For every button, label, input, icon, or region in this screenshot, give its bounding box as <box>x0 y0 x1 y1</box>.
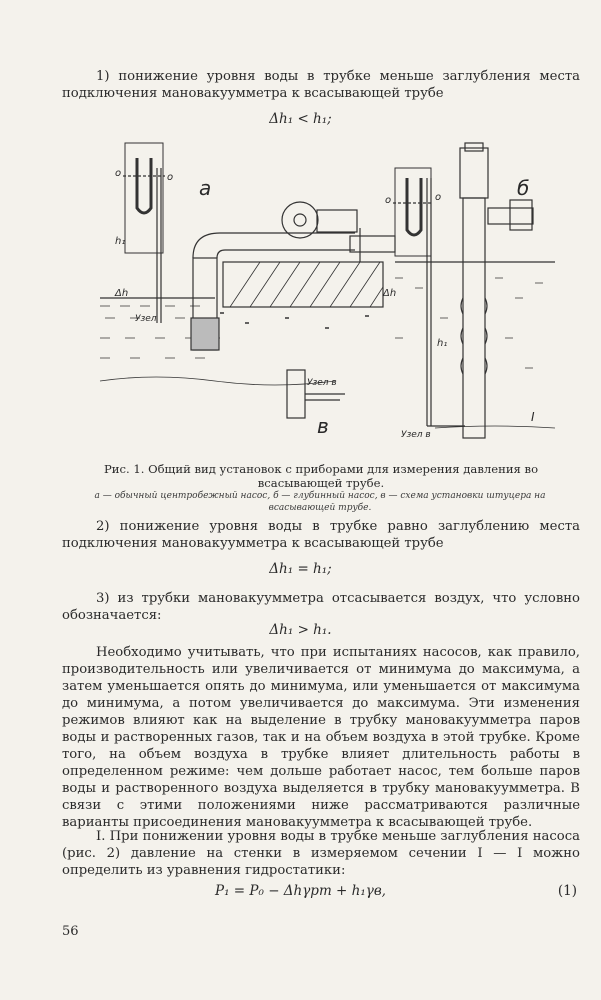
figure-label-I: I <box>531 410 535 424</box>
figure-label-dh2: Δh <box>383 288 397 299</box>
figure-label-o1: о <box>115 168 122 179</box>
figure-label-o2: о <box>167 172 174 183</box>
figure-1 <box>95 138 555 448</box>
figure-caption: Рис. 1. Общий вид установок с приборами для измерения давления во всасывающей трубе. <box>103 462 539 490</box>
figure-label-a: а <box>199 176 212 200</box>
figure-label-b: б <box>517 176 530 200</box>
equation-number: (1) <box>557 883 577 899</box>
formula-1: Δh₁ < h₁; <box>269 111 332 127</box>
formula-3: Δh₁ > h₁. <box>269 622 332 638</box>
figure-label-uzel2: Узел в <box>307 378 337 388</box>
paragraph-3: 3) из трубки мановакуумметра отсасывается воздух, что условно обозначается: <box>62 591 580 623</box>
figure-label-o4: о <box>435 192 442 203</box>
figure-label-uzel3: Узел в <box>401 430 431 440</box>
paragraph-5: I. При понижении уровня воды в трубке меньше заглубления насоса (рис. 2) давление на стенки в измеряемом сечении I — I можно определить из уравнения гидростатики: <box>62 829 580 878</box>
figure-label-o3: о <box>385 195 392 206</box>
figure-label-h1: h₁ <box>115 236 126 247</box>
page-number: 56 <box>62 924 79 939</box>
figure-label-dh: Δh <box>115 288 129 299</box>
figure-subcaption: а — обычный центробежный насос, б — глубинный насос, в — схема установки штуцера на всасывающей трубе. <box>94 491 546 513</box>
paragraph-2: 2) понижение уровня воды в трубке равно заглублению места подключения мановакуумметра к всасывающей трубе <box>62 519 580 551</box>
paragraph-4: Необходимо учитывать, что при испытаниях насосов, как правило, производительность или увеличивается от минимума до максимума, а затем уменьшается опять до минимума, или уменьшается от максимума до минимума, а потом увеличивается до максимума. Эти изменения режимов влияют как на выделение в трубку мановакуумметра паров воды и растворенных газов, так и на объем воздуха в этой трубке. Кроме того, на объем воздуха в трубке влияет длительность работы в определенном режиме: чем дольше работает насос, тем больше паров воды и растворенного воздуха выделяется в трубку мановакуумметра. В связи с этими положениями ниже рассматриваются различные варианты присоединения мановакуумметра к всасывающей трубе. <box>62 645 580 830</box>
figure-label-uzel1: Узел <box>135 314 157 324</box>
installation-drawing <box>95 138 555 448</box>
formula-2: Δh₁ = h₁; <box>269 561 332 577</box>
paragraph-1: 1) понижение уровня воды в трубке меньше заглубления места подключения мановакуумметра к всасывающей трубе <box>62 69 580 101</box>
figure-label-h1b: h₁ <box>437 338 448 349</box>
figure-label-v: в <box>317 414 329 438</box>
formula-4: P₁ = P₀ − Δhγрт + h₁γв, <box>215 883 386 899</box>
